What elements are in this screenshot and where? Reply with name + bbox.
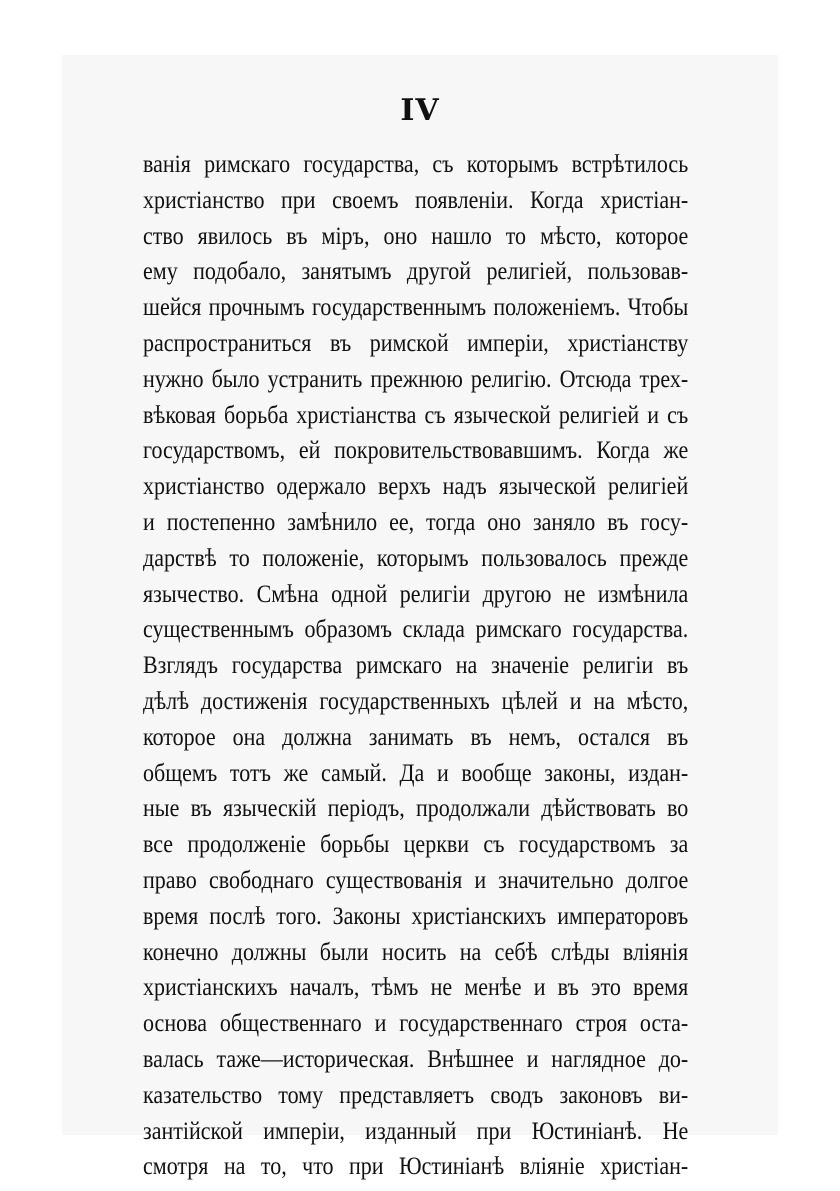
text-line: Взглядъ государства римскаго на значеніе религіи въ <box>143 650 689 680</box>
text-line: зантійской имперіи, изданный при Юстиніанѣ. Не <box>143 1115 689 1145</box>
text-line: время послѣ того. Законы христіанскихъ императоровъ <box>143 900 689 930</box>
text-line: ванія римскаго государства, съ которымъ встрѣтилось <box>143 149 689 178</box>
text-line: ные въ языческій періодъ, продолжали дѣйствовать во <box>143 793 689 823</box>
text-line: дарствѣ то положеніе, которымъ пользовалось прежде <box>143 542 689 572</box>
text-line: право свободнаго существованія и значительно долгое <box>143 864 689 894</box>
text-line: существеннымъ образомъ склада римскаго государства. <box>143 614 689 644</box>
text-line: казательство тому представляетъ сводъ законовъ ви- <box>143 1079 689 1109</box>
text-line: нужно было устранить прежнюю религію. Отсюда трех- <box>143 363 689 393</box>
text-line: ему подобало, занятымъ другой религіей, пользовав- <box>143 256 689 286</box>
text-line: и постепенно замѣнило ее, тогда оно заняло въ госу- <box>143 506 689 536</box>
text-line: ство явилось въ міръ, оно нашло то мѣсто, которое <box>143 220 689 250</box>
text-line: общемъ тотъ же самый. Да и вообще законы, издан- <box>143 757 689 787</box>
text-line: основа общественнаго и государственнаго строя оста- <box>143 1008 689 1038</box>
page-number: IV <box>400 93 440 128</box>
text-line: христіанскихъ началъ, тѣмъ не менѣе и въ это время <box>143 972 689 1002</box>
text-line: смотря на то, что при Юстиніанѣ вліяніе христіан- <box>143 1151 689 1181</box>
text-line: язычество. Смѣна одной религіи другою не измѣнила <box>143 578 689 608</box>
text-line: шейся прочнымъ государственнымъ положеніемъ. Чтобы <box>143 292 689 322</box>
text-line: все продолженіе борьбы церкви съ государствомъ за <box>143 829 689 859</box>
body-text <box>143 146 688 1184</box>
text-line: конечно должны были носить на себѣ слѣды вліянія <box>143 936 689 966</box>
text-line: вѣковая борьба христіанства съ языческой религіей и съ <box>143 399 689 429</box>
text-line: валась таже—историческая. Внѣшнее и наглядное до- <box>143 1043 689 1073</box>
text-line: дѣлѣ достиженія государственныхъ цѣлей и на мѣсто, <box>143 685 689 715</box>
text-line: которое она должна занимать въ немъ, остался въ <box>143 721 689 751</box>
text-line: христіанство одержало верхъ надъ языческой религіей <box>143 471 689 501</box>
text-line: распространиться въ римской имперіи, христіанству <box>143 327 689 357</box>
text-line: христіанство при своемъ появленіи. Когда христіан- <box>143 184 689 214</box>
text-line: государствомъ, ей покровительствовавшимъ. Когда же <box>143 435 689 465</box>
